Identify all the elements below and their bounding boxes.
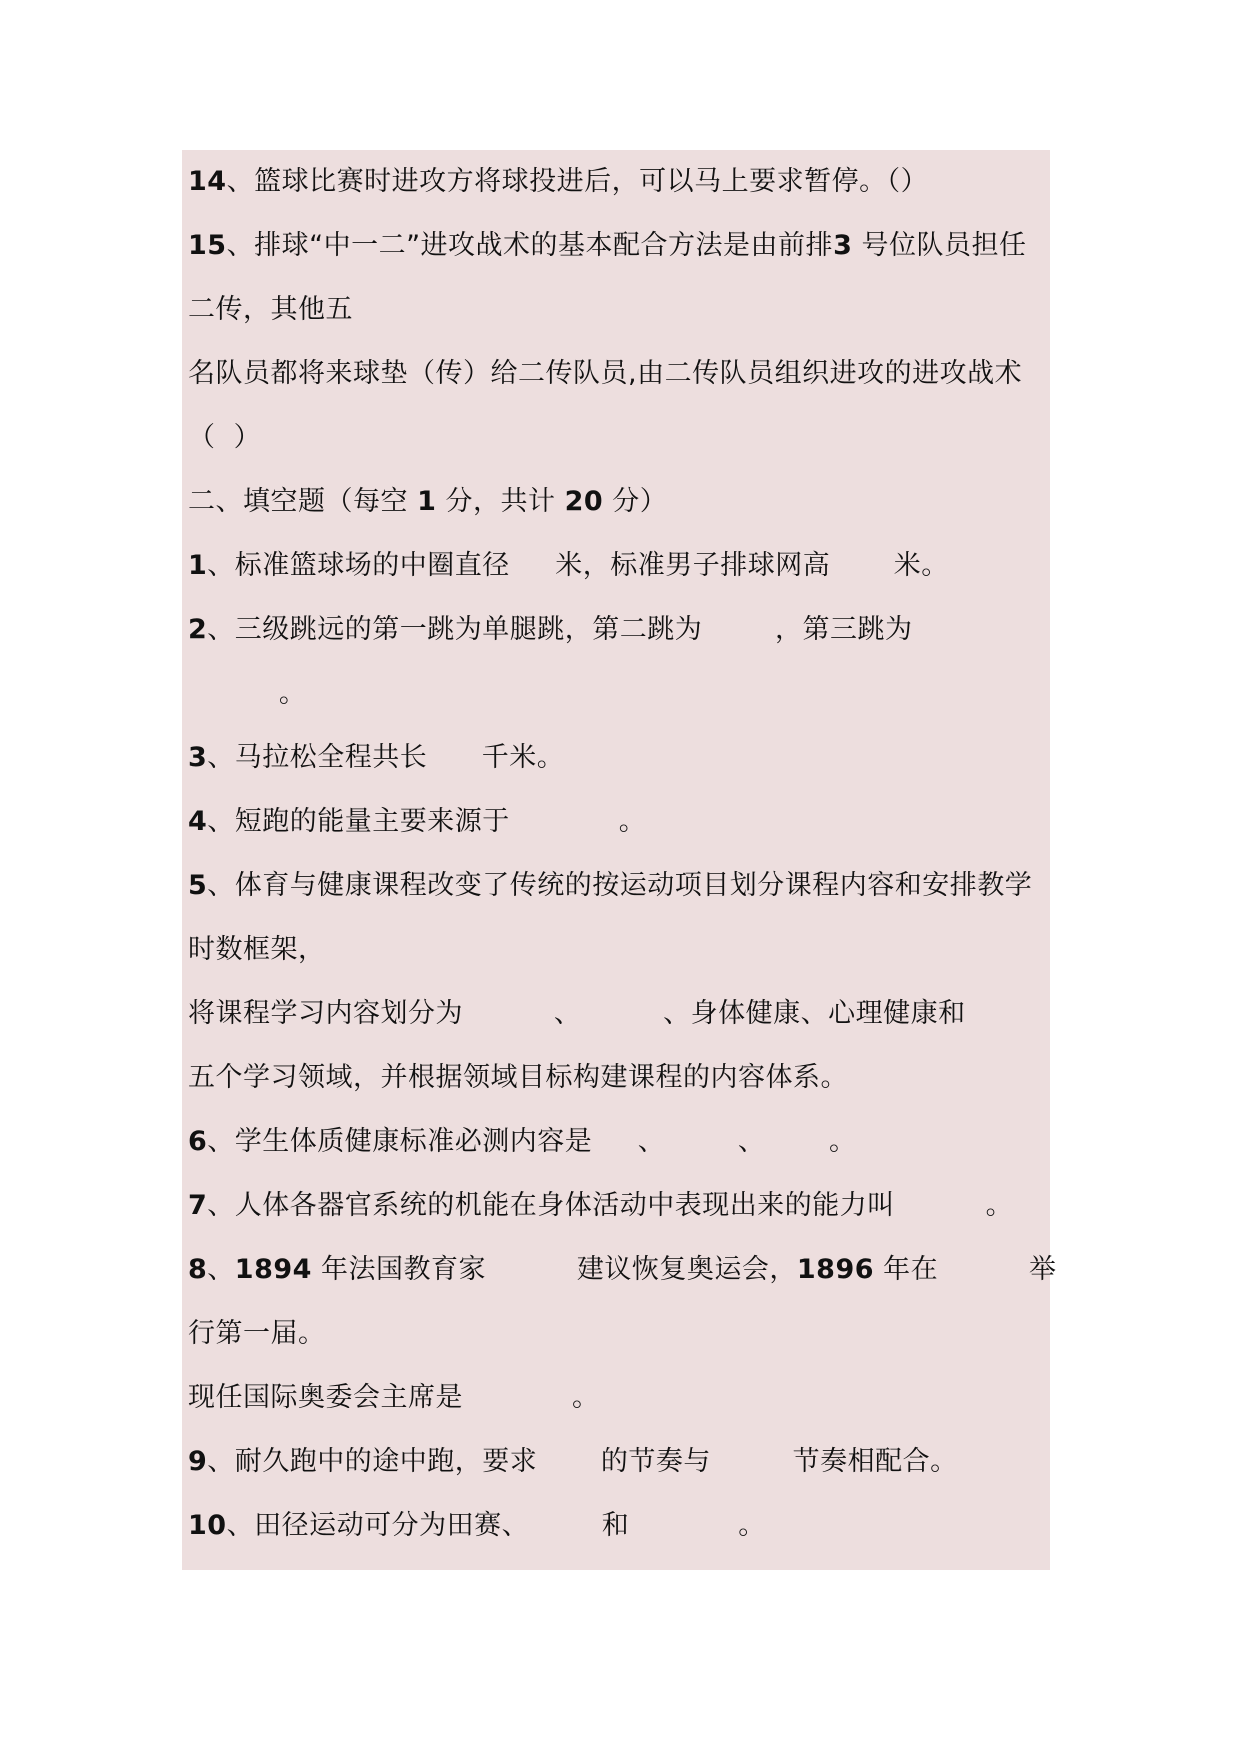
line-text: 。 <box>188 678 307 709</box>
line-text: 二传，其他五 <box>188 294 353 325</box>
section-heading <box>188 484 667 520</box>
text-line <box>188 356 1022 392</box>
question-number: 15 <box>188 230 227 261</box>
question-14 <box>188 164 928 200</box>
question-number: 9 <box>188 1446 208 1477</box>
question-1 <box>188 548 949 584</box>
question-text: 、篮球比赛时进攻方将球投进后，可以马上要求暂停。（） <box>226 166 929 197</box>
question-text: 、 <box>207 1254 235 1285</box>
question-number: 10 <box>188 1510 227 1541</box>
question-9 <box>188 1444 958 1480</box>
question-text: 、排球“中一二”进攻战术的基本配合方法是由前排 <box>226 230 834 261</box>
line-text: 将课程学习内容划分为 、 、身体健康、心理健康和 <box>188 998 966 1029</box>
question-text: 、标准篮球场的中圈直径 米，标准男子排球网高 米。 <box>207 550 949 581</box>
question-text: 、耐久跑中的途中跑，要求 的节奏与 节奏相配合。 <box>207 1446 958 1477</box>
text-line <box>188 996 966 1032</box>
line-text: 名队员都将来球垫（传）给二传队员,由二传队员组织进攻的进攻战术 <box>188 358 1023 389</box>
question-number: 8 <box>188 1254 208 1285</box>
question-8 <box>188 1252 1056 1288</box>
question-15 <box>188 228 1026 264</box>
question-number: 5 <box>188 870 208 901</box>
answer-bracket <box>188 420 261 456</box>
line-text: 现任国际奥委会主席是 。 <box>188 1382 600 1413</box>
question-6 <box>188 1124 856 1160</box>
heading-text: 分，共计 <box>436 486 565 517</box>
year-number: 1896 <box>796 1254 875 1285</box>
heading-number: 20 <box>564 486 604 517</box>
question-text: 、田径运动可分为田赛、 和 。 <box>226 1510 766 1541</box>
line-text: 时数框架， <box>188 934 326 965</box>
question-10 <box>188 1508 766 1544</box>
text-line <box>188 1316 326 1352</box>
question-7 <box>188 1188 1013 1224</box>
question-number: 1 <box>188 550 208 581</box>
heading-number: 1 <box>417 486 437 517</box>
text-line <box>188 292 353 328</box>
question-3 <box>188 740 564 776</box>
question-number: 2 <box>188 614 208 645</box>
line-text: 五个学习领域，并根据领域目标构建课程的内容体系。 <box>188 1062 848 1093</box>
question-text-continued: 号位队员担任 <box>852 230 1027 261</box>
line-text: （ ） <box>188 422 262 453</box>
question-2 <box>188 612 912 648</box>
text-line <box>188 1060 848 1096</box>
position-number: 3 <box>833 230 853 261</box>
question-number: 14 <box>188 166 227 197</box>
heading-text: 二、填空题（每空 <box>188 486 418 517</box>
question-text: 、学生体质健康标准必测内容是 、 、 。 <box>207 1126 857 1157</box>
question-text: 、体育与健康课程改变了传统的按运动项目划分课程内容和安排教学 <box>207 870 1033 901</box>
question-number: 6 <box>188 1126 208 1157</box>
year-number: 1894 <box>234 1254 312 1285</box>
text-line <box>188 1380 600 1416</box>
question-number: 4 <box>188 806 208 837</box>
question-text-continued: 年在 举 <box>874 1254 1057 1285</box>
question-text: 、三级跳远的第一跳为单腿跳，第二跳为 ，第三跳为 <box>207 614 913 645</box>
question-text-continued: 年法国教育家 建议恢复奥运会， <box>311 1254 797 1285</box>
question-number: 7 <box>188 1190 208 1221</box>
question-number: 3 <box>188 742 208 773</box>
question-text: 、人体各器官系统的机能在身体活动中表现出来的能力叫 。 <box>207 1190 1014 1221</box>
heading-text: 分） <box>603 486 668 517</box>
line-text: 行第一届。 <box>188 1318 326 1349</box>
question-4 <box>188 804 646 840</box>
question-text: 、马拉松全程共长 千米。 <box>207 742 565 773</box>
question-5 <box>188 868 1032 904</box>
text-line <box>188 932 326 968</box>
text-line <box>188 676 306 712</box>
question-text: 、短跑的能量主要来源于 。 <box>207 806 647 837</box>
